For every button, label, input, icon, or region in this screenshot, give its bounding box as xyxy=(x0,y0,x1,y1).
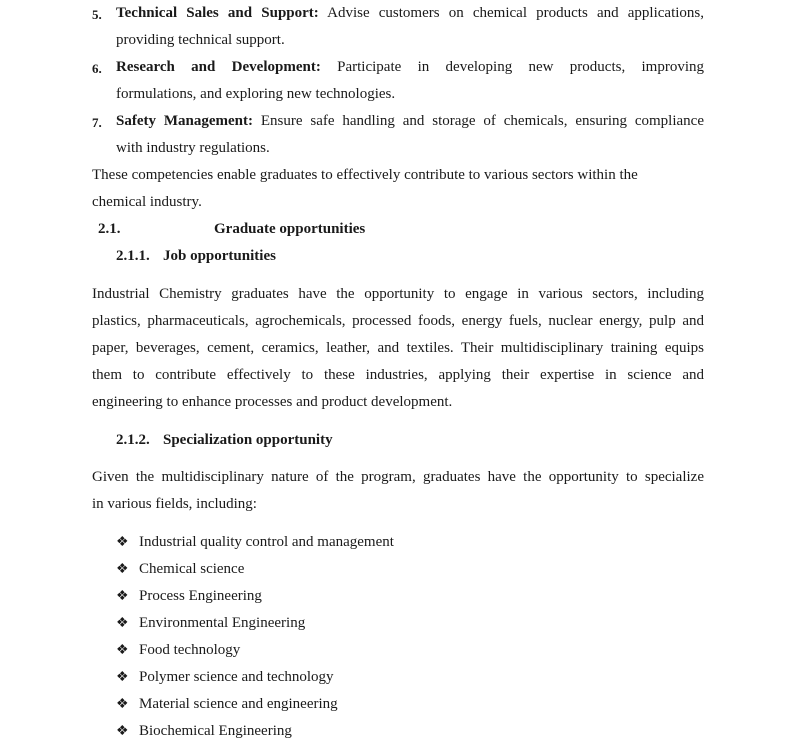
diamond-bullet-icon: ❖ xyxy=(116,616,129,631)
list-item-technical-sales xyxy=(116,0,704,27)
list-item-continuation: providing technical support. xyxy=(116,32,285,48)
field-item: Biochemical Engineering xyxy=(139,723,292,739)
section-number: 2.1. xyxy=(98,221,121,237)
list-item-safety xyxy=(116,108,704,135)
diamond-bullet-icon: ❖ xyxy=(116,589,129,604)
subsection-number: 2.1.1. xyxy=(116,248,150,264)
list-item-continuation: with industry regulations. xyxy=(116,140,270,156)
subsection-title: Specialization opportunity xyxy=(163,432,333,448)
field-item: Food technology xyxy=(139,642,241,658)
section-title: Graduate opportunities xyxy=(214,221,366,237)
summary-line: chemical industry. xyxy=(92,194,202,210)
diamond-bullet-icon: ❖ xyxy=(116,697,129,712)
list-number: 5. xyxy=(92,7,102,22)
summary-line: These competencies enable graduates to effectively contribute to various sectors within the xyxy=(92,167,638,183)
diamond-bullet-icon: ❖ xyxy=(116,670,129,685)
paragraph-line: in various fields, including: xyxy=(92,496,257,512)
list-number: 7. xyxy=(92,115,102,130)
list-item-title: Safety Management: xyxy=(116,113,253,129)
list-item-text: Participate in developing new products, improving xyxy=(337,59,704,75)
list-item-title: Research and Development: xyxy=(116,59,321,75)
field-item: Polymer science and technology xyxy=(139,669,334,685)
paragraph-line: plastics, pharmaceuticals, agrochemicals, processed foods, energy fuels, nuclear energy, pulp and xyxy=(92,313,704,329)
diamond-bullet-icon: ❖ xyxy=(116,562,129,577)
paragraph-line: Industrial Chemistry graduates have the opportunity to engage in various sectors, including xyxy=(92,286,704,302)
field-item: Chemical science xyxy=(139,561,245,577)
diamond-bullet-icon: ❖ xyxy=(116,643,129,658)
paragraph-line: paper, beverages, cement, ceramics, leather, and textiles. Their multidisciplinary training equips xyxy=(92,340,704,356)
field-item: Industrial quality control and management xyxy=(139,534,394,550)
diamond-bullet-icon: ❖ xyxy=(116,535,129,550)
diamond-bullet-icon: ❖ xyxy=(116,724,129,739)
paragraph-line: Given the multidisciplinary nature of the program, graduates have the opportunity to specialize xyxy=(92,469,704,485)
field-item: Environmental Engineering xyxy=(139,615,306,631)
paragraph-line: engineering to enhance processes and product development. xyxy=(92,394,453,410)
subsection-number: 2.1.2. xyxy=(116,432,150,448)
subsection-title: Job opportunities xyxy=(163,248,276,264)
field-item: Material science and engineering xyxy=(139,696,338,712)
field-item: Process Engineering xyxy=(139,588,262,604)
list-number: 6. xyxy=(92,61,102,76)
list-item-text: Ensure safe handling and storage of chemicals, ensuring compliance xyxy=(260,113,704,129)
list-item-title: Technical Sales and Support: xyxy=(116,5,319,21)
list-item-continuation: formulations, and exploring new technologies. xyxy=(116,86,396,102)
list-item-research xyxy=(116,54,704,81)
paragraph-line: them to contribute effectively to these industries, applying their expertise in science and xyxy=(92,367,704,383)
list-item-text: Advise customers on chemical products and applications, xyxy=(327,5,704,21)
